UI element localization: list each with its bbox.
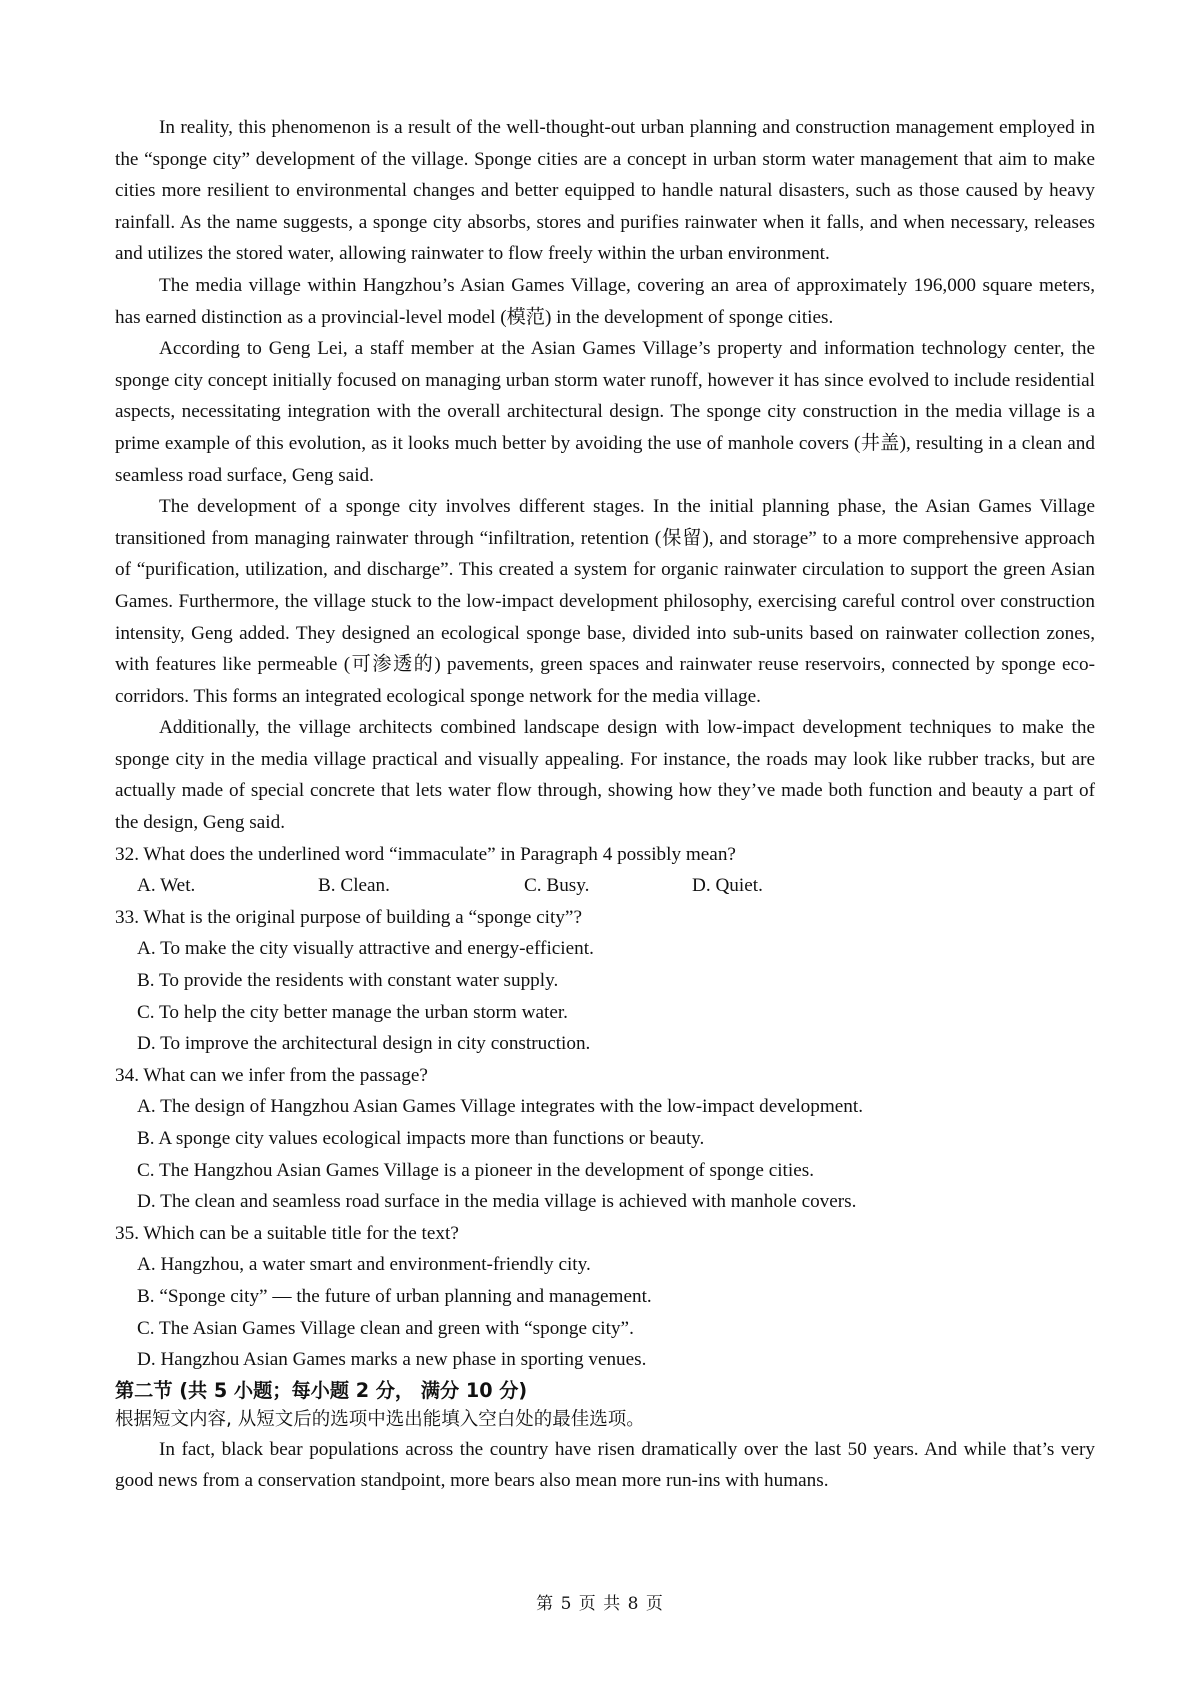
option-c: C. The Asian Games Village clean and green with “sponge city”.	[137, 1317, 634, 1339]
section-heading: 第二节 (共 5 小题；每小题 2 分， 满分 10 分)	[115, 1378, 528, 1402]
page-number-footer: 第 5 页 共 8 页	[536, 1594, 664, 1614]
question-stem: 34. What can we infer from the passage?	[115, 1064, 428, 1086]
question-35	[115, 1218, 1095, 1376]
options-row	[115, 870, 1095, 902]
option-d: D. The clean and seamless road surface in the media village is achieved with manhole covers.	[137, 1191, 857, 1213]
question-stem: 33. What is the original purpose of building a “sponge city”?	[115, 906, 582, 928]
passage-paragraph-5: Additionally, the village architects combined landscape design with low-impact development techniques to make the sponge city in the media village practical and visually appealing. For instance, the roads may look like rubber tracks, but are actually made of special concrete that lets water flow through, showing how they’ve made both function and beauty a part of the design, Geng said.	[115, 717, 1095, 834]
section-instruction: 根据短文内容, 从短文后的选项中选出能填入空白处的最佳选项。	[115, 1408, 645, 1430]
question-32	[115, 839, 1095, 902]
question-34	[115, 1060, 1095, 1218]
option-d: D. Quiet.	[692, 875, 763, 897]
exam-page	[115, 112, 1095, 1497]
option-c: C. The Hangzhou Asian Games Village is a pioneer in the development of sponge cities.	[137, 1159, 815, 1181]
option-b: B. To provide the residents with constant water supply.	[137, 970, 559, 992]
option-a: A. Hangzhou, a water smart and environment-friendly city.	[137, 1254, 591, 1276]
option-b: B. “Sponge city” — the future of urban planning and management.	[137, 1285, 652, 1307]
question-stem: 35. Which can be a suitable title for the text?	[115, 1222, 459, 1244]
option-b: B. Clean.	[318, 875, 390, 897]
passage-paragraph-1: In reality, this phenomenon is a result of the well-thought-out urban planning and construction management employed in the “sponge city” development of the village. Sponge cities are a concept in urban storm water management that aim to make cities more resilient to environmental changes and better equipped to handle natural disasters, such as those caused by heavy rainfall. As the name suggests, a sponge city absorbs, stores and purifies rainwater when it falls, and when necessary, releases and utilizes the stored water, allowing rainwater to flow freely within the urban environment.	[115, 117, 1095, 265]
option-c: C. Busy.	[524, 875, 590, 897]
option-a: A. The design of Hangzhou Asian Games Village integrates with the low-impact development.	[137, 1096, 864, 1118]
option-d: D. To improve the architectural design in city construction.	[137, 1033, 591, 1055]
passage-paragraph-4: The development of a sponge city involves different stages. In the initial planning phase, the Asian Games Village transitioned from managing rainwater through “infiltration, retention (保留), and storage” to a more comprehensive approach of “purification, utilization, and discharge”. This created a system for organic rainwater circulation to support the green Asian Games. Furthermore, the village stuck to the low-impact development philosophy, exercising careful control over construction intensity, Geng added. They designed an ecological sponge base, divided into sub-units based on rainwater collection zones, with features like permeable (可渗透的) pavements, green spaces and rainwater reuse reservoirs, connected by sponge eco-corridors. This forms an integrated ecological sponge network for the media village.	[115, 496, 1095, 707]
option-c: C. To help the city better manage the urban storm water.	[137, 1001, 568, 1023]
reading-passage	[115, 112, 1095, 839]
option-a: A. To make the city visually attractive and energy-efficient.	[137, 938, 594, 960]
option-d: D. Hangzhou Asian Games marks a new phase in sporting venues.	[137, 1349, 647, 1371]
option-a: A. Wet.	[137, 875, 196, 897]
section-2-paragraph: In fact, black bear populations across the country have risen dramatically over the last 50 years. And while that’s very good news from a conservation standpoint, more bears also mean more run-ins with humans.	[115, 1438, 1095, 1492]
passage-paragraph-2: The media village within Hangzhou’s Asian Games Village, covering an area of approximately 196,000 square meters, has earned distinction as a provincial-level model (模范) in the development of sponge cities.	[115, 274, 1095, 328]
question-33	[115, 902, 1095, 1060]
section-2	[115, 1376, 1095, 1497]
passage-paragraph-3: According to Geng Lei, a staff member at the Asian Games Village’s property and information technology center, the sponge city concept initially focused on managing urban storm water runoff, however it has since evolved to include residential aspects, necessitating integration with the overall architectural design. The sponge city construction in the media village is a prime example of this evolution, as it looks much better by avoiding the use of manhole covers (井盖), resulting in a clean and seamless road surface, Geng said.	[115, 338, 1095, 486]
question-stem: 32. What does the underlined word “immaculate” in Paragraph 4 possibly mean?	[115, 843, 736, 865]
option-b: B. A sponge city values ecological impacts more than functions or beauty.	[137, 1128, 705, 1149]
